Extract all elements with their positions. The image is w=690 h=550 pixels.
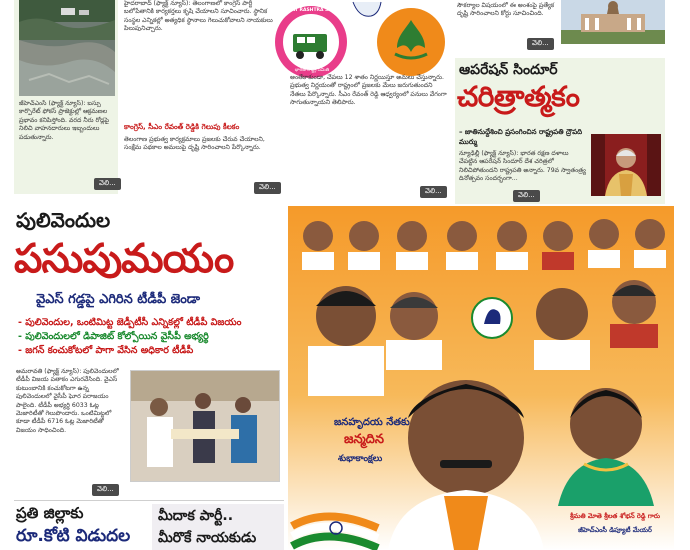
trs-logo-sub: భారత రాష్ట్ర సమితి (294, 68, 330, 73)
operation-text: న్యూఢిల్లీ (ఫ్యాక్ట్ న్యూస్): భారత రక్షణ దళాలు చేపట్టిన ఆపరేషన్ సిందూర్ దేశ చరిత్రలో నిలిచిపోతుందని రాష్ట్రపతి అన్నారు. 79వ స్వాతంత్ర్య దినోత్సవం సందర్భంగా... (459, 150, 587, 183)
top-center-article (290, 74, 448, 194)
bullet-item: - జగన్ కంచుకోటలో పాగా వేసిన అధికార టీడీపీ (18, 345, 194, 356)
top-right-text: సౌకర్యాల విషయంలో ఈ అంశంపై ప్రత్యేక దృష్టి సారించాలని కోర్టు సూచించింది. (457, 2, 555, 18)
top-right-more-button[interactable]: వెలి... (527, 38, 554, 50)
bullet-item: - పులివెందులలో డిపాజిట్ కోల్పోయిన వైసీపీ అభ్యర్థి (18, 331, 209, 342)
ad-person-title: జీహెచ్ఎంసీ డిప్యూటీ మేయర్ (578, 526, 652, 534)
pulivendula-bullets (18, 316, 280, 358)
pulivendula-more-button[interactable]: వెలి... (92, 484, 119, 496)
section-divider (14, 500, 284, 501)
top-center-text: అంతేకాకుండా, చేపలు 12 శాతం నిర్ణయిస్తూ అమలు చేస్తున్నారు. ప్రభుత్వ నిర్ణయంతో రాష్ట్రంలో ప్రజలకు మేలు జరుగుతుందని నేతలు పేర్కొన్నారు. సీఎం రేవంత్ రెడ్డి ఆధ్వర్యంలో పనులు వేగంగా సాగుతున్నాయని తెలిపారు. (290, 74, 447, 107)
bottom-mid-article (152, 504, 284, 550)
operation-title: చరిత్రాత్మకం (457, 80, 580, 113)
top-left-more-button[interactable]: వెలి... (94, 178, 121, 190)
operation-subhead: – జాతినుద్దేశించి ప్రసంగించిన రాష్ట్రపతి ద్రౌపది ముర్ము (459, 128, 583, 146)
operation-sindoor-box (455, 58, 665, 204)
pulivendula-photo (130, 370, 280, 482)
pulivendula-subtitle: వైఎస్ గడ్డపై ఎగిరిన టీడీపీ జెండా (36, 292, 201, 307)
top-middle-subhead: కాంగ్రెస్, సీఎం రేవంత్ రెడ్డికి గెలుపు కీలకం (124, 122, 240, 131)
bottom-left-line2: రూ.కోటి విడుదల (16, 526, 131, 546)
top-left-caption: జీహెచ్ఎంసీ (ఫ్యాక్ట్ న్యూస్): బస్సు కార్పొరేట్ ఫోకస్ ప్రాజెక్టుల్లో ఆక్రమణల ప్రభావం కనిపిస్తోంది. వరద నీరు రోడ్లపై నిలిచి వాహనదారులు ఇబ్బందులు పడుతున్నారు. (19, 100, 110, 141)
top-middle-text: హైదరాబాద్ (ఫ్యాక్ట్ న్యూస్): తెలంగాణలో కాంగ్రెస్ పార్టీ బలోపేతానికి కార్యకర్తలు కృషి చేయాలని సూచించారు. స్థానిక సంస్థల ఎన్నికల్లో అత్యధిక స్థానాలు గెలుచుకోవాలని నాయకులు పిలుపునిచ్చారు. (124, 0, 273, 33)
bottom-left-article (14, 504, 148, 550)
operation-kicker: ఆపరేషన్ సిందూర్ (459, 62, 558, 78)
bottom-left-line1: ప్రతి జిల్లాకు (16, 504, 84, 522)
top-right-article (455, 0, 665, 54)
top-middle-article (124, 0, 274, 194)
top-left-news-box (14, 0, 118, 194)
pulivendula-title: పసుపుమయం (14, 236, 234, 282)
pulivendula-text: అమరావతి (ఫ్యాక్ట్ న్యూస్): పులివెందులలో టీడీపీ విజయ పతాకం ఎగురవేసింది. వైఎస్ కుటుంబానికి కంచుకోటగా ఉన్న పులివెందులలో వైసీపీ ఘోర పరాజయం పాలైంది. టీడీపీ అభ్యర్థి 6033 ఓట్ల మెజారిటీతో గెలుపొందారు. ఒంటిమిట్టలో కూడా టీడీపీ 6716 ఓట్ల మెజారిటీతో విజయం సాధించింది. (16, 368, 119, 434)
pulivendula-kicker: పులివెందుల (16, 208, 111, 232)
flood-photo (19, 0, 115, 96)
ad-person-name: శ్రీమతి మోతె శ్రీలత శోభన్ రెడ్డి గారు (570, 512, 660, 520)
ad-greeting-line3: శుభాకాంక్షలు (338, 454, 383, 464)
court-building-photo (561, 0, 665, 44)
top-middle-more-button[interactable]: వెలి... (254, 182, 281, 194)
top-middle-text-2: తెలంగాణ ప్రభుత్వ కార్యక్రమాలు ప్రజలకు చేరువ చేయాలని, సంక్షేమ పథకాల అమలుపై దృష్టి సారించాలని పేర్కొన్నారు. (124, 136, 265, 152)
pulivendula-article (14, 208, 284, 500)
birthday-advertisement (288, 206, 674, 550)
bottom-mid-line1: మీదాక పార్టీ.. (158, 508, 234, 524)
president-photo (591, 134, 661, 196)
bullet-item: - పులివెందుల, ఒంటిమిట్ట జెడ్పీటీసీ ఎన్నికల్లో టీడీపీ విజయం (18, 317, 242, 328)
bottom-mid-line2: మీరొకే నాయకుడు (158, 530, 257, 546)
top-center-more-button[interactable]: వెలి... (420, 186, 447, 198)
ad-greeting-line1: జనహృదయ నేతకు (334, 417, 410, 428)
ad-greeting-line2: జన్మదిన (344, 432, 384, 447)
trs-logo-label: BHARAT RASHTRA SAMITHI (277, 8, 347, 13)
operation-more-button[interactable]: వెలి... (513, 190, 540, 202)
